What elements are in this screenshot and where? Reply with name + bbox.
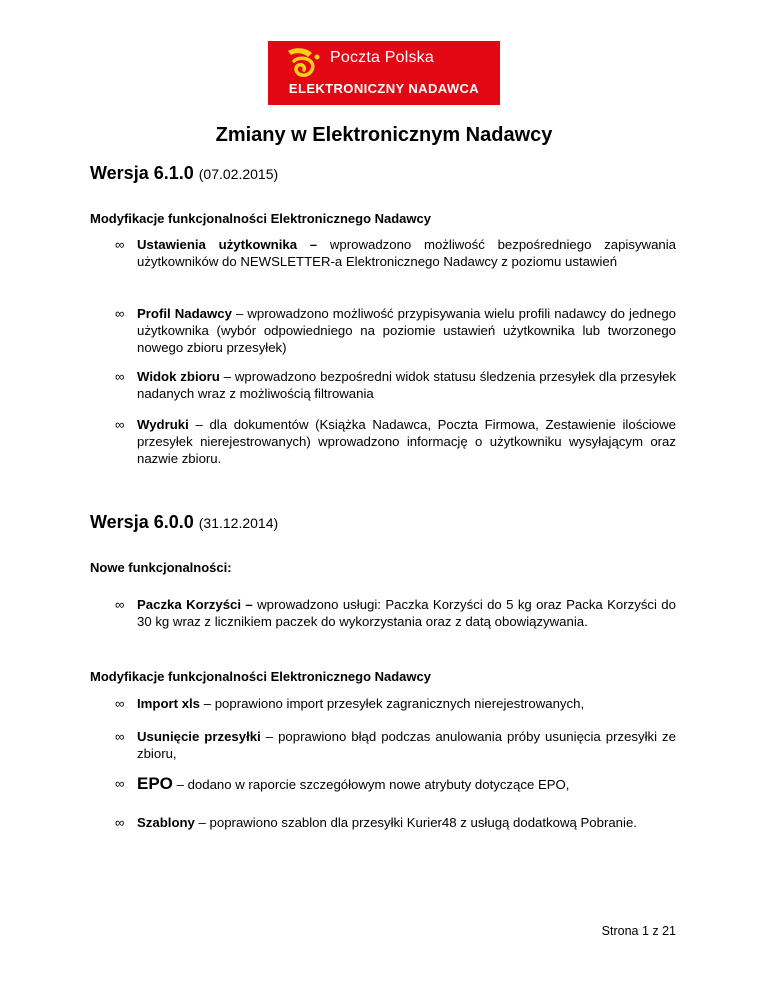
item-text: wprowadzono możliwość bezpośredniego zapisywania użytkowników do NEWSLETTER-a Elektronicznego Nadawcy z poziomu ustawień xyxy=(137,237,676,269)
list-item xyxy=(115,775,676,793)
bullet-icon: ∞ xyxy=(115,597,125,612)
logo-brand: Poczta Polska xyxy=(330,49,434,66)
item-label: Usunięcie przesyłki xyxy=(137,729,261,744)
list-item xyxy=(115,596,676,630)
list-item xyxy=(115,305,676,356)
list-item xyxy=(115,695,676,712)
item-label: Widok zbioru xyxy=(137,369,220,384)
section-heading: Nowe funkcjonalności: xyxy=(90,560,232,575)
bullet-icon: ∞ xyxy=(115,815,125,830)
page-title: Zmiany w Elektronicznym Nadawcy xyxy=(215,124,553,146)
item-text: – poprawiono błąd podczas anulowania próby usunięcia przesyłki ze zbioru, xyxy=(137,729,676,761)
section-heading: Modyfikacje funkcjonalności Elektronicznego Nadawcy xyxy=(90,211,431,226)
page-number: Strona 1 z 21 xyxy=(601,924,676,938)
item-label: Paczka Korzyści – xyxy=(137,597,253,612)
bullet-icon: ∞ xyxy=(115,417,125,432)
item-label: EPO xyxy=(137,774,173,793)
version-date: (31.12.2014) xyxy=(198,515,279,531)
version-number: Wersja 6.1.0 xyxy=(90,163,194,183)
bullet-icon: ∞ xyxy=(115,729,125,744)
bullet-icon: ∞ xyxy=(115,776,125,791)
item-text: – poprawiono import przesyłek zagranicznych nierejestrowanych, xyxy=(200,696,585,711)
version-heading-600 xyxy=(90,512,278,533)
logo-top xyxy=(268,41,500,79)
bullet-icon: ∞ xyxy=(115,306,125,321)
section-heading: Modyfikacje funkcjonalności Elektronicznego Nadawcy xyxy=(90,669,431,684)
item-label: Szablony xyxy=(137,815,195,830)
list-item xyxy=(115,236,676,270)
item-text: – wprowadzono bezpośredni widok statusu śledzenia przesyłek dla przesyłek nadanych wraz z możliwością filtrowania xyxy=(137,369,676,401)
item-label: Profil Nadawcy xyxy=(137,306,232,321)
item-text: – wprowadzono możliwość przypisywania wielu profili nadawcy do jednego użytkownika (wybór odpowiedniego na poziomie ustawień użytkownika lub tworzonego nowego zbioru przesyłek) xyxy=(137,306,676,355)
item-label: Import xls xyxy=(137,696,201,711)
item-text: wprowadzono usługi: Paczka Korzyści do 5 kg oraz Packa Korzyści do 30 kg wraz z licznikiem paczek do wykorzystania oraz z datą obowiązywania. xyxy=(137,597,676,629)
item-label: Ustawienia użytkownika – xyxy=(137,237,318,252)
list-item xyxy=(115,728,676,762)
list-item xyxy=(115,416,676,467)
item-text: – poprawiono szablon dla przesyłki Kurier48 z usługą dodatkową Pobranie. xyxy=(194,815,637,830)
item-label: Wydruki xyxy=(137,417,189,432)
version-number: Wersja 6.0.0 xyxy=(90,512,194,532)
item-text: – dla dokumentów (Książka Nadawca, Poczta Firmowa, Zestawienie ilościowe przesyłek nierejestrowanych) wprowadzono informację o użytkowniku wysyłającym oraz nazwie zbioru. xyxy=(137,417,676,466)
logo xyxy=(268,41,500,105)
list-item xyxy=(115,368,676,402)
logo-subtitle: ELEKTRONICZNY NADAWCA xyxy=(288,81,480,96)
bullet-icon: ∞ xyxy=(115,369,125,384)
bullet-icon: ∞ xyxy=(115,237,125,252)
item-text: – dodano w raporcie szczegółowym nowe atrybuty dotyczące EPO, xyxy=(172,777,570,792)
version-heading-610 xyxy=(90,163,278,184)
list-item xyxy=(115,814,676,831)
bullet-icon: ∞ xyxy=(115,696,125,711)
post-horn-icon xyxy=(284,45,324,79)
version-date: (07.02.2015) xyxy=(198,166,279,182)
